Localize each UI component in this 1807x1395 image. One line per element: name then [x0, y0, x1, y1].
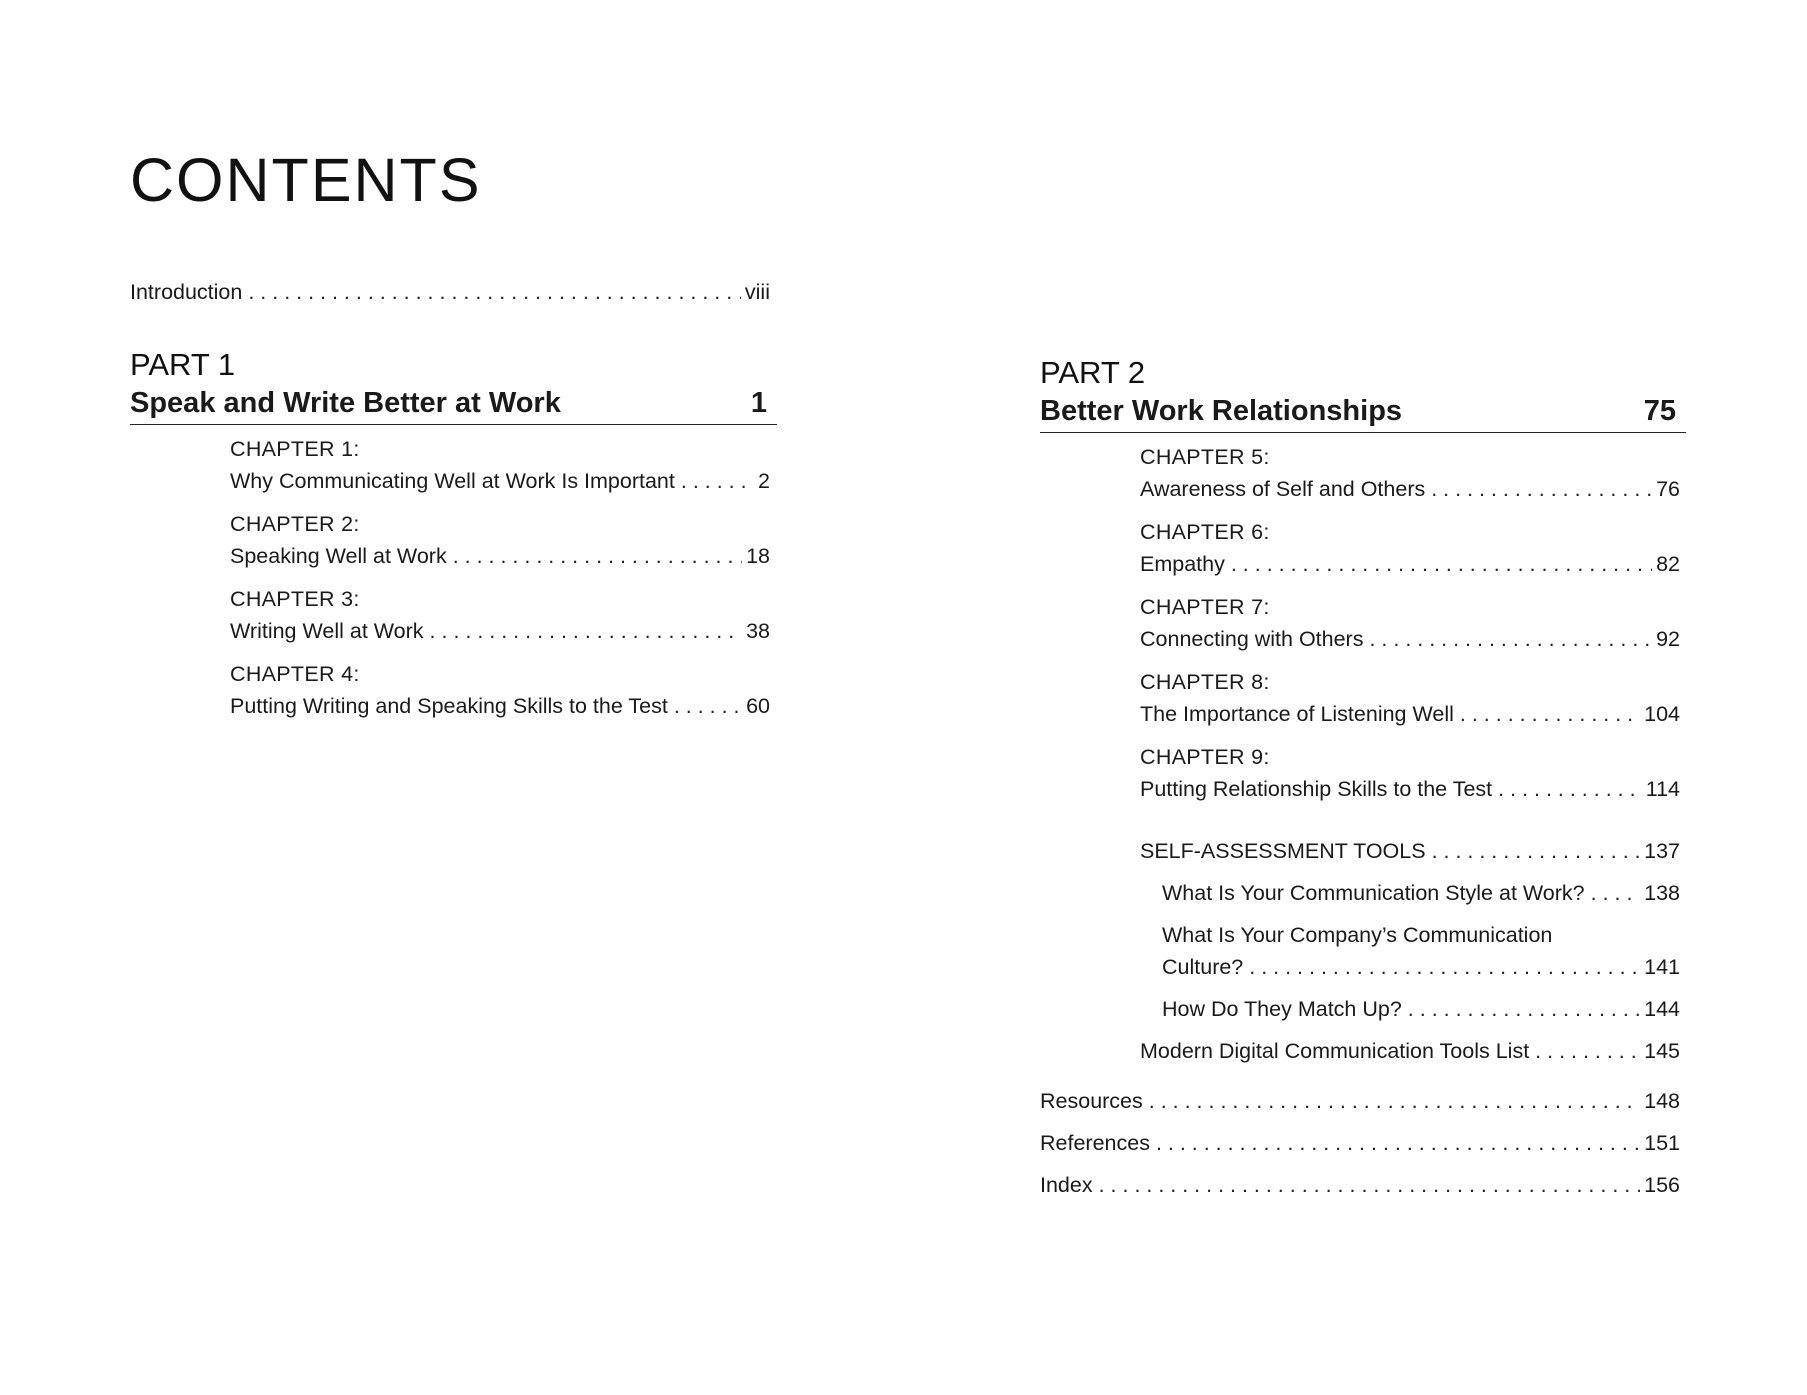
dot-leader	[430, 615, 743, 647]
chapter-item[interactable]	[1140, 666, 1680, 730]
page-title: CONTENTS	[130, 146, 482, 214]
toc-entry	[1140, 473, 1680, 505]
toc-entry-tools[interactable]	[1140, 835, 1680, 867]
chapter-label: CHAPTER 1:	[230, 437, 360, 461]
entry-label: The Importance of Listening Well	[1140, 702, 1454, 726]
chapter-label: CHAPTER 7:	[1140, 595, 1270, 619]
part-heading[interactable]	[130, 382, 777, 425]
entry-label: Index	[1040, 1173, 1093, 1197]
chapter-label: CHAPTER 4:	[230, 662, 360, 686]
entry-label: Empathy	[1140, 552, 1225, 576]
toc-entry	[230, 690, 770, 722]
entry-label: Why Communicating Well at Work Is Important	[230, 469, 675, 493]
toc-entry-introduction[interactable]	[130, 276, 770, 308]
dot-leader	[681, 465, 754, 497]
part-label: PART 2	[1040, 355, 1146, 390]
toc-entry[interactable]	[1162, 877, 1680, 909]
chapter-label: CHAPTER 5:	[1140, 445, 1270, 469]
toc-entry	[230, 465, 770, 497]
entry-label: Writing Well at Work	[230, 619, 424, 643]
part-page: 1	[750, 387, 767, 419]
part-page: 75	[1643, 395, 1676, 427]
chapter-item[interactable]	[1140, 741, 1680, 805]
dot-leader	[1249, 951, 1640, 983]
chapter-label: CHAPTER 8:	[1140, 670, 1270, 694]
toc-entry-resources[interactable]	[1040, 1085, 1680, 1117]
dot-leader	[1431, 473, 1652, 505]
entry-label: Putting Writing and Speaking Skills to the Test	[230, 694, 668, 718]
dot-leader	[1498, 773, 1642, 805]
chapter-item[interactable]	[230, 583, 770, 647]
entry-label: What Is Your Communication Style at Work?	[1162, 881, 1585, 905]
toc-entry-wrapped[interactable]	[1162, 919, 1680, 983]
back-matter	[1040, 1085, 1680, 1201]
entry-label: How Do They Match Up?	[1162, 997, 1402, 1021]
entry-label-line: What Is Your Company’s Communication	[1162, 923, 1553, 947]
page-number: 60	[746, 694, 770, 718]
chapter-list	[230, 433, 770, 722]
toc-entry	[1140, 698, 1680, 730]
dot-leader	[453, 540, 742, 572]
chapter-label: CHAPTER 2:	[230, 512, 360, 536]
page-number: 144	[1644, 997, 1680, 1021]
chapter-item[interactable]	[1140, 591, 1680, 655]
chapter-item[interactable]	[230, 658, 770, 722]
chapter-label: CHAPTER 6:	[1140, 520, 1270, 544]
dot-leader	[1408, 993, 1640, 1025]
dot-leader	[1369, 623, 1652, 655]
page-number: 104	[1644, 702, 1680, 726]
part-heading[interactable]	[1040, 390, 1686, 433]
toc-entry	[230, 615, 770, 647]
entry-label: Putting Relationship Skills to the Test	[1140, 777, 1493, 801]
page-number: 2	[758, 469, 770, 493]
part-title: Speak and Write Better at Work	[130, 387, 561, 419]
dot-leader	[1432, 835, 1641, 867]
part-title: Better Work Relationships	[1040, 395, 1403, 427]
dot-leader	[1591, 877, 1641, 909]
toc-entry	[1140, 773, 1680, 805]
entry-label: Connecting with Others	[1140, 627, 1364, 651]
dot-leader	[1535, 1035, 1640, 1067]
dot-leader	[1156, 1127, 1640, 1159]
chapter-item[interactable]	[230, 508, 770, 572]
entry-label: Introduction	[130, 280, 243, 304]
entry-label: SELF-ASSESSMENT TOOLS	[1140, 839, 1426, 863]
part-label: PART 1	[130, 347, 236, 382]
page-number: 82	[1656, 552, 1680, 576]
entry-label: Modern Digital Communication Tools List	[1140, 1039, 1530, 1063]
toc-entry	[1162, 951, 1680, 983]
page-number: 38	[746, 619, 770, 643]
chapter-label: CHAPTER 3:	[230, 587, 360, 611]
toc-entry-references[interactable]	[1040, 1127, 1680, 1159]
right-column	[1040, 356, 1686, 1211]
page-number: 138	[1644, 881, 1680, 905]
entry-label: Speaking Well at Work	[230, 544, 447, 568]
chapter-item[interactable]	[1140, 516, 1680, 580]
page-number: 156	[1644, 1173, 1680, 1197]
toc-entry-digital-tools[interactable]	[1140, 1035, 1680, 1067]
page-number: 18	[746, 544, 770, 568]
dot-leader	[1149, 1085, 1640, 1117]
page-number: 114	[1645, 777, 1680, 801]
entry-label: Awareness of Self and Others	[1140, 477, 1426, 501]
tool-sub-list	[1162, 877, 1680, 1025]
chapter-list	[1140, 441, 1680, 805]
page-number: viii	[744, 280, 770, 304]
entry-label: Resources	[1040, 1089, 1143, 1113]
entry-label: References	[1040, 1131, 1150, 1155]
left-column	[130, 276, 777, 733]
dot-leader	[248, 276, 741, 308]
chapter-item[interactable]	[230, 433, 770, 497]
chapter-label: CHAPTER 9:	[1140, 745, 1270, 769]
toc-entry	[230, 540, 770, 572]
toc-entry[interactable]	[1162, 993, 1680, 1025]
self-assessment-tools	[1140, 835, 1680, 1067]
toc-entry-index[interactable]	[1040, 1169, 1680, 1201]
page-number: 92	[1656, 627, 1680, 651]
page-number: 145	[1644, 1039, 1680, 1063]
page-number: 141	[1644, 955, 1680, 979]
toc-entry	[1140, 623, 1680, 655]
page-number: 148	[1644, 1089, 1680, 1113]
dot-leader	[1460, 698, 1640, 730]
page-number: 137	[1644, 839, 1680, 863]
toc-entry	[1140, 548, 1680, 580]
page-number: 151	[1644, 1131, 1680, 1155]
dot-leader	[1099, 1169, 1641, 1201]
dot-leader	[1231, 548, 1652, 580]
dot-leader	[674, 690, 742, 722]
entry-label: Culture?	[1162, 955, 1244, 979]
page-number: 76	[1656, 477, 1680, 501]
chapter-item[interactable]	[1140, 441, 1680, 505]
